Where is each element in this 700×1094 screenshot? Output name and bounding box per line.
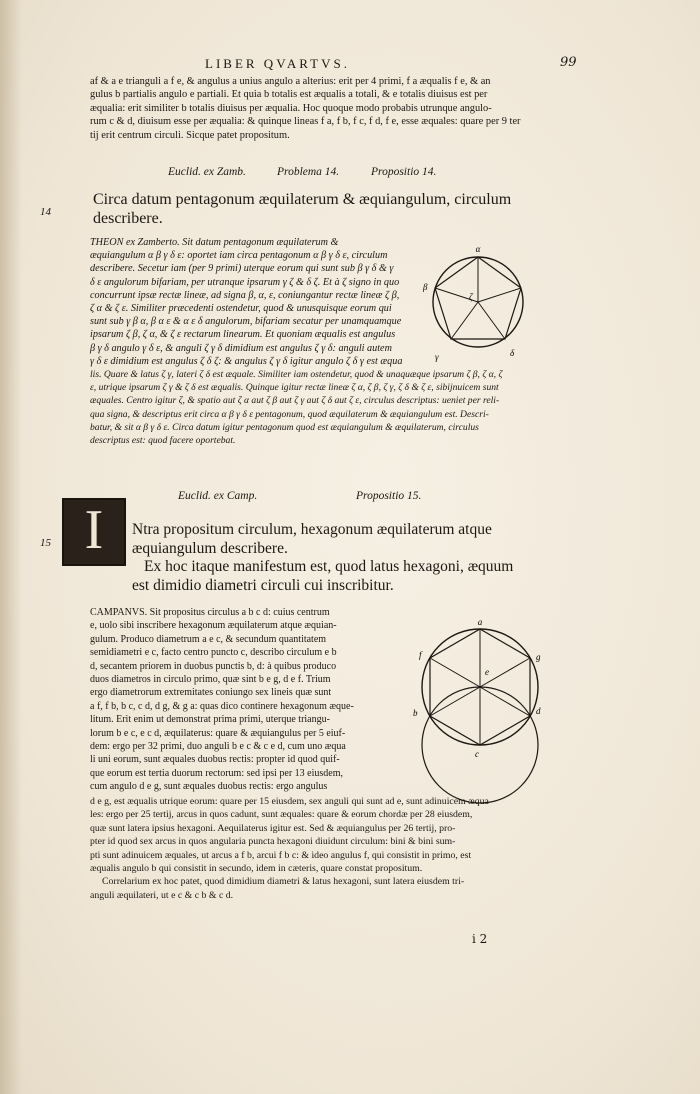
- text-line: CAMPANVS. Sit propositus circulus a b c d: cuius centrum: [90, 607, 330, 618]
- heading-proposition: Propositio 14.: [371, 166, 437, 178]
- text-line: ζ α & ζ ε. Similiter præcedenti ostendetur, quod & unusquisque eorum qui: [90, 303, 392, 315]
- paragraph-theon-narrow: [90, 236, 410, 368]
- label-e: e: [485, 667, 489, 677]
- text-line: les: ergo per 25 tertij, arcus in quos cadunt, sunt æquales: quare & eorum chordæ per 28 eiusdem,: [90, 809, 473, 821]
- heading-source-2: Euclid. ex Camp.: [178, 490, 258, 502]
- text-line: gulum. Produco diametrum a e c, & secundum quantitatem: [90, 633, 327, 645]
- label-g: g: [536, 652, 541, 662]
- heading-source: Euclid. ex Zamb.: [168, 166, 246, 178]
- page-number: 99: [560, 55, 577, 70]
- margin-number-14: 14: [40, 206, 51, 218]
- text-line: qua signa, & descriptus erit circa α β γ δ ε pentagonum, quod æquilaterum & æquiangulum est. Descri-: [90, 408, 489, 420]
- text-line: descriptus est: quod facere oportebat.: [90, 435, 236, 447]
- initial-letter: I: [84, 499, 104, 561]
- gutter-shadow: [0, 0, 22, 1094]
- heading-problem: Problema 14.: [277, 166, 340, 178]
- text-line: quæ sunt latera ipsius hexagoni. Aequilaterus igitur est. Sed & æquiangulus per 26 tertij, pro-: [90, 822, 456, 834]
- label-alpha: α: [475, 244, 481, 254]
- text-line: γ δ ε dimidium est angulus ζ δ ζ: & angulus ζ γ δ igitur angulo ζ δ γ est æqua: [90, 355, 403, 367]
- paragraph-campanus-wide: [90, 795, 552, 902]
- title-line: Ntra propositum circulum, hexagonum æquilaterum atque: [132, 521, 492, 538]
- running-title: LIBER QVARTVS.: [205, 56, 350, 71]
- text-line: æquales. Centro igitur ζ, & spatio aut ζ α aut ζ β aut ζ γ aut ζ δ aut ζ ε, circulus descriptus: ueniet per reli-: [90, 395, 500, 407]
- label-c: c: [475, 749, 479, 759]
- label-b: b: [413, 708, 418, 718]
- text-line: batur, & sit α β γ δ ε. Circa datum igitur pentagonum quod est æquiangulum & æquilaterum, circulus: [90, 421, 479, 433]
- title-line: est dimidio diametri circuli cui inscribitur.: [132, 576, 394, 594]
- text-line: δ ε angulorum bifariam, per utranque ipsarum γ ζ & δ ζ. Et à ζ signo in quo: [90, 276, 400, 288]
- text-line: æqualis angulo b qui consistit in secundo, idem in cæteris, quare constat propositum.: [90, 863, 423, 875]
- text-line: rum c & d, diuisum esse per æqualia: & quinque lineas f a, f b, f c, f d, f e, esse æquales: quare per 9 ter: [90, 116, 521, 128]
- text-line: ergo diametrorum extremitates coniungo sex lineis quæ sunt: [90, 687, 332, 699]
- text-line: describere. Secetur iam (per 9 primi) uterque eorum qui sunt sub β γ δ & γ: [90, 263, 394, 275]
- text-line: li uni eorum, sunt æquales duobus rectis: propter id quod quif-: [90, 754, 340, 766]
- text-line: duos diametros in circulo primo, quæ sint b e g, d e f. Trium: [90, 674, 331, 686]
- text-line: a f, f b, b c, c d, d g, & g a: quas dico continere hexagonum æque-: [90, 700, 354, 712]
- paragraph-top: [90, 75, 552, 142]
- text-line: gulus b partialis angulo e partiali. Et quia b totalis est æqualis a totali, & e totalis diuisus est per: [90, 89, 488, 101]
- title-line: æquiangulum describere.: [132, 539, 288, 557]
- text-line: litum. Erit enim ut demonstrat prima primi, uterque triangu-: [90, 714, 330, 726]
- decorated-initial: [62, 498, 126, 566]
- text-line: sunt sub γ β α, β α ε & α ε δ angulorum, bifariam secatur per unamquamque: [90, 316, 402, 328]
- paragraph-campanus-narrow: [90, 606, 410, 794]
- pentagon-circle-figure: [415, 240, 545, 365]
- text-line: dem: ergo per 32 primi, duo anguli b e c & c e d, cum uno æqua: [90, 741, 346, 753]
- text-line: æquiangulum α β γ δ ε: oportet iam circa pentagonum α β γ δ ε, circulum: [90, 250, 388, 262]
- title-line: describere.: [93, 210, 163, 227]
- label-beta: β: [423, 282, 428, 292]
- text-line: pti sunt adinuicem æquales, ut arcus a f b, arcui f b c: & ideo angulus f, qui consistit in primo, est: [90, 849, 472, 861]
- text-line: Correlarium ex hoc patet, quod dimidium diametri & latus hexagoni, sunt latera eiusdem tri-: [102, 876, 465, 888]
- label-f: f: [419, 650, 422, 660]
- label-delta: δ: [510, 348, 515, 358]
- title-line: Circa datum pentagonum æquilaterum & æquiangulum, circulum: [93, 191, 512, 208]
- text-line: æqualia: erit similiter b totalis diuisus per æqualia. Hoc quoque modo probabis utrunque angulo-: [90, 102, 492, 114]
- text-line: d e g, est æqualis utrique eorum: quare per 15 eiusdem, sex anguli qui sunt ad e, sunt adinuicem æqua-: [90, 796, 493, 807]
- text-line: lorum b e c, e c d, æquilaterus: quare & æquiangulus per 5 eiuf-: [90, 727, 346, 739]
- margin-number-15: 15: [40, 537, 51, 549]
- text-line: e, uolo sibi inscribere hexagonum æquilaterum atque æquian-: [90, 620, 337, 632]
- text-line: que eorum est tertia duorum rectorum: sed ipsi per 13 eiusdem,: [90, 767, 343, 779]
- text-line: af & a e trianguli a f e, & angulus a unius angulo a alterius: erit per 4 primi, f a æqualis f e, & an: [90, 76, 491, 87]
- text-line: THEON ex Zamberto. Sit datum pentagonum æquilaterum &: [90, 237, 339, 248]
- title-line: Ex hoc itaque manifestum est, quod latus hexagoni, æquum: [144, 558, 514, 575]
- label-zeta: ζ: [469, 292, 473, 302]
- text-line: concurrunt ipsæ rectæ lineæ, ad signa β, α, ε, coniungantur rectæ lineæ ζ β,: [90, 289, 400, 301]
- text-line: semidiametri e c, facto centro puncto c, describo circulum e b: [90, 647, 337, 659]
- heading-proposition-2: Propositio 15.: [356, 490, 422, 502]
- text-line: pter id quod sex arcus in quos angularia puncta hexagoni diuidunt circulum: bini & bini sum-: [90, 836, 456, 848]
- label-gamma: γ: [435, 352, 439, 362]
- signature-mark: i 2: [472, 932, 488, 946]
- proposition-title-14: [93, 190, 511, 228]
- text-line: tij erit centrum circuli. Sicque patet propositum.: [90, 129, 290, 141]
- hexagon-circle-figure: [405, 615, 555, 805]
- text-line: anguli æquilateri, ut e c & c b & c d.: [90, 889, 234, 901]
- paragraph-theon-wide: [90, 368, 550, 447]
- proposition-title-15: [132, 521, 513, 595]
- text-line: ε, utrique ipsarum ζ γ & ζ δ est æqualis. Quinque igitur rectæ lineæ ζ α, ζ β, ζ γ, ζ δ & ζ ε, sibijnuicem sunt: [90, 382, 499, 394]
- text-line: lis. Quare & latus ζ γ, lateri ζ δ est æquale. Similiter iam ostendetur, quod & unaquæque ipsarum ζ β, ζ α, ζ: [90, 369, 503, 380]
- text-line: d, secantem priorem in duobus punctis b, d: à quibus produco: [90, 660, 337, 672]
- label-d: d: [536, 706, 541, 716]
- text-line: cum angulo d e g, sunt æquales duobus rectis: ergo angulus: [90, 781, 328, 793]
- label-a: a: [477, 617, 483, 627]
- text-line: ipsarum ζ β, ζ α, & ζ ε rectarum linearum. Et quoniam æqualis est angulus: [90, 329, 396, 341]
- text-line: β γ δ angulo γ δ ε, & anguli ζ γ δ dimidium est angulus ζ γ δ: anguli autem: [90, 342, 392, 354]
